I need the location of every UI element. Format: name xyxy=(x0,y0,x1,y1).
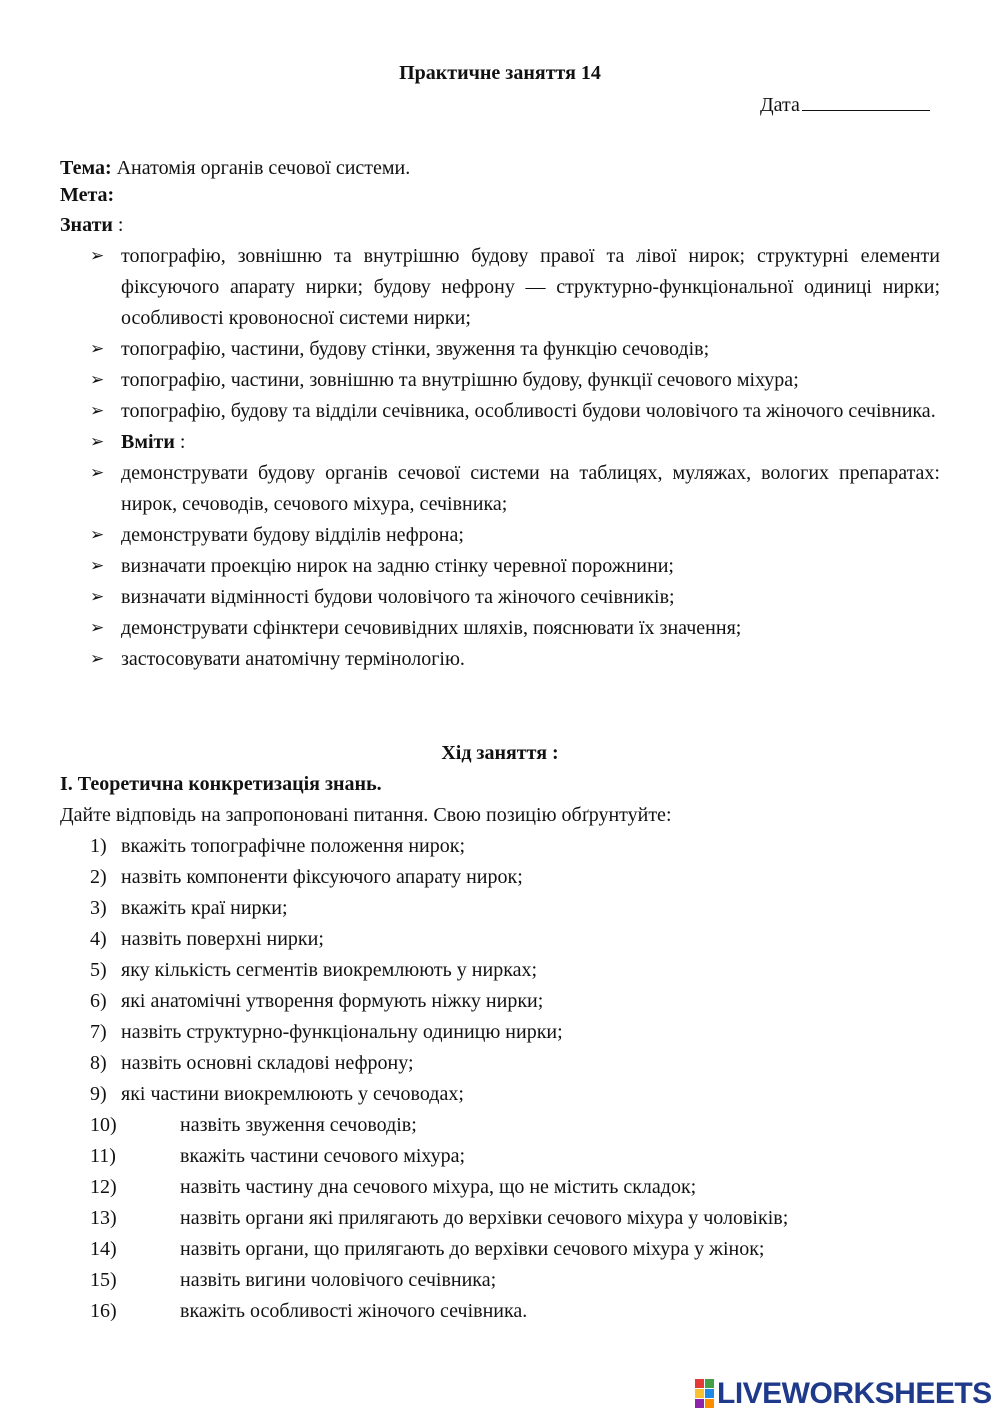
liveworksheets-logo xyxy=(695,1375,992,1411)
know-label: Знати xyxy=(60,214,113,236)
question-number: 7) xyxy=(90,1021,107,1043)
objectives-list xyxy=(90,241,940,675)
list-item xyxy=(90,1203,950,1234)
list-item xyxy=(90,955,950,986)
mark-square xyxy=(695,1379,704,1388)
arrow-bullet-icon: ➢ xyxy=(90,370,105,390)
mark-square xyxy=(705,1399,714,1408)
mark-square xyxy=(695,1389,704,1398)
date-label: Дата xyxy=(760,94,800,116)
question-text: вкажіть особливості жіночого сечівника. xyxy=(180,1300,528,1322)
list-item xyxy=(90,893,950,924)
goal-label: Мета: xyxy=(60,184,115,206)
question-number: 14) xyxy=(90,1238,117,1260)
list-item: ➢ визначати відмінності будови чоловічого та жіночого сечівників; xyxy=(90,582,940,613)
list-item xyxy=(90,924,950,955)
list-item: ➢ демонструвати будову відділів нефрона; xyxy=(90,520,940,551)
list-item xyxy=(90,986,950,1017)
skills-heading xyxy=(90,427,940,458)
question-number: 16) xyxy=(90,1300,117,1322)
question-text: вкажіть частини сечового міхура; xyxy=(180,1145,466,1167)
list-item xyxy=(90,1079,950,1110)
question-number: 11) xyxy=(90,1145,116,1167)
page-title: Практичне заняття 14 xyxy=(399,62,601,84)
arrow-bullet-icon: ➢ xyxy=(90,618,105,638)
arrow-bullet-icon: ➢ xyxy=(90,463,105,483)
arrow-bullet-icon: ➢ xyxy=(90,246,105,266)
list-item xyxy=(90,1265,950,1296)
instruction-text: Дайте відповідь на запропоновані питання. Свою позицію обґрунтуйте: xyxy=(60,804,672,826)
list-item xyxy=(90,1234,950,1265)
question-number: 13) xyxy=(90,1207,117,1229)
question-number: 1) xyxy=(90,835,107,857)
list-item xyxy=(90,862,950,893)
question-number: 4) xyxy=(90,928,107,950)
question-text: назвіть частину дна сечового міхура, що не містить складок; xyxy=(180,1176,697,1198)
topic-value: Анатомія органів сечової системи. xyxy=(111,157,411,179)
arrow-bullet-icon: ➢ xyxy=(90,432,105,452)
question-number: 3) xyxy=(90,897,107,919)
mark-square xyxy=(695,1399,704,1408)
skills-suffix: : xyxy=(174,431,186,453)
question-text: яку кількість сегментів виокремлюють у нирках; xyxy=(121,959,538,981)
question-number: 6) xyxy=(90,990,107,1012)
question-number: 8) xyxy=(90,1052,107,1074)
question-text: назвіть поверхні нирки; xyxy=(121,928,324,950)
topic-label: Тема: xyxy=(60,157,112,179)
know-suffix: : xyxy=(112,214,124,236)
mark-square xyxy=(705,1389,714,1398)
list-item: ➢ демонструвати сфінктери сечовивідних шляхів, пояснювати їх значення; xyxy=(90,613,940,644)
question-number: 10) xyxy=(90,1114,117,1136)
question-number: 5) xyxy=(90,959,107,981)
list-item: ➢ застосовувати анатомічну термінологію. xyxy=(90,644,940,675)
list-item xyxy=(90,1110,950,1141)
question-text: назвіть компоненти фіксуючого апарату нирок; xyxy=(121,866,523,888)
questions-list xyxy=(90,831,950,1327)
list-item: ➢ топографію, будову та відділи сечівника, особливості будови чоловічого та жіночого сечівника. xyxy=(90,396,940,427)
goal-line xyxy=(60,180,940,211)
question-text: назвіть вигини чоловічого сечівника; xyxy=(180,1269,497,1291)
question-text: назвіть основні складові нефрону; xyxy=(121,1052,414,1074)
list-item xyxy=(90,831,950,862)
mark-square xyxy=(705,1379,714,1388)
question-text: назвіть структурно-функціональну одиницю нирки; xyxy=(121,1021,563,1043)
skills-label: Вміти xyxy=(121,431,175,453)
liveworksheets-mark-icon xyxy=(695,1379,714,1408)
arrow-bullet-icon: ➢ xyxy=(90,556,105,576)
question-number: 12) xyxy=(90,1176,117,1198)
arrow-bullet-icon: ➢ xyxy=(90,525,105,545)
list-item: ➢ демонструвати будову органів сечової системи на таблицях, муляжах, вологих препаратах: нирок, сечоводів, сечового міхура, сечівника; xyxy=(90,458,940,520)
question-text: які частини виокремлюють у сечоводах; xyxy=(121,1083,464,1105)
question-number: 2) xyxy=(90,866,107,888)
question-number: 9) xyxy=(90,1083,107,1105)
question-text: вкажіть топографічне положення нирок; xyxy=(121,835,466,857)
list-item xyxy=(90,1296,950,1327)
question-text: які анатомічні утворення формують ніжку нирки; xyxy=(121,990,544,1012)
arrow-bullet-icon: ➢ xyxy=(90,401,105,421)
theory-heading: І. Теоретична конкретизація знань. xyxy=(60,773,382,795)
arrow-bullet-icon: ➢ xyxy=(90,339,105,359)
liveworksheets-wordmark: LIVEWORKSHEETS xyxy=(717,1376,992,1410)
date-field xyxy=(760,90,930,121)
arrow-bullet-icon: ➢ xyxy=(90,587,105,607)
list-item: ➢ топографію, частини, зовнішню та внутрішню будову, функції сечового міхура; xyxy=(90,365,940,396)
list-item: ➢ визначати проекцію нирок на задню стінку черевної порожнини; xyxy=(90,551,940,582)
section-title: Хід заняття : xyxy=(441,742,559,764)
list-item xyxy=(90,1048,950,1079)
list-item: ➢ топографію, частини, будову стінки, звуження та функцію сечоводів; xyxy=(90,334,940,365)
date-blank-line xyxy=(802,90,930,111)
list-item xyxy=(90,1017,950,1048)
arrow-bullet-icon: ➢ xyxy=(90,649,105,669)
know-line xyxy=(60,210,940,241)
question-text: вкажіть краї нирки; xyxy=(121,897,288,919)
list-item xyxy=(90,1172,950,1203)
question-text: назвіть звуження сечоводів; xyxy=(180,1114,417,1136)
list-item xyxy=(90,1141,950,1172)
question-text: назвіть органи, що прилягають до верхівки сечового міхура у жінок; xyxy=(180,1238,765,1260)
list-item: ➢ топографію, зовнішню та внутрішню будову правої та лівої нирок; структурні елементи фіксуючого апарату нирки; будову нефрону — структурно-функціональної одиниці нирки; особливості кровоносної системи нирки; xyxy=(90,241,940,334)
question-number: 15) xyxy=(90,1269,117,1291)
question-text: назвіть органи які прилягають до верхівки сечового міхура у чоловіків; xyxy=(180,1207,789,1229)
